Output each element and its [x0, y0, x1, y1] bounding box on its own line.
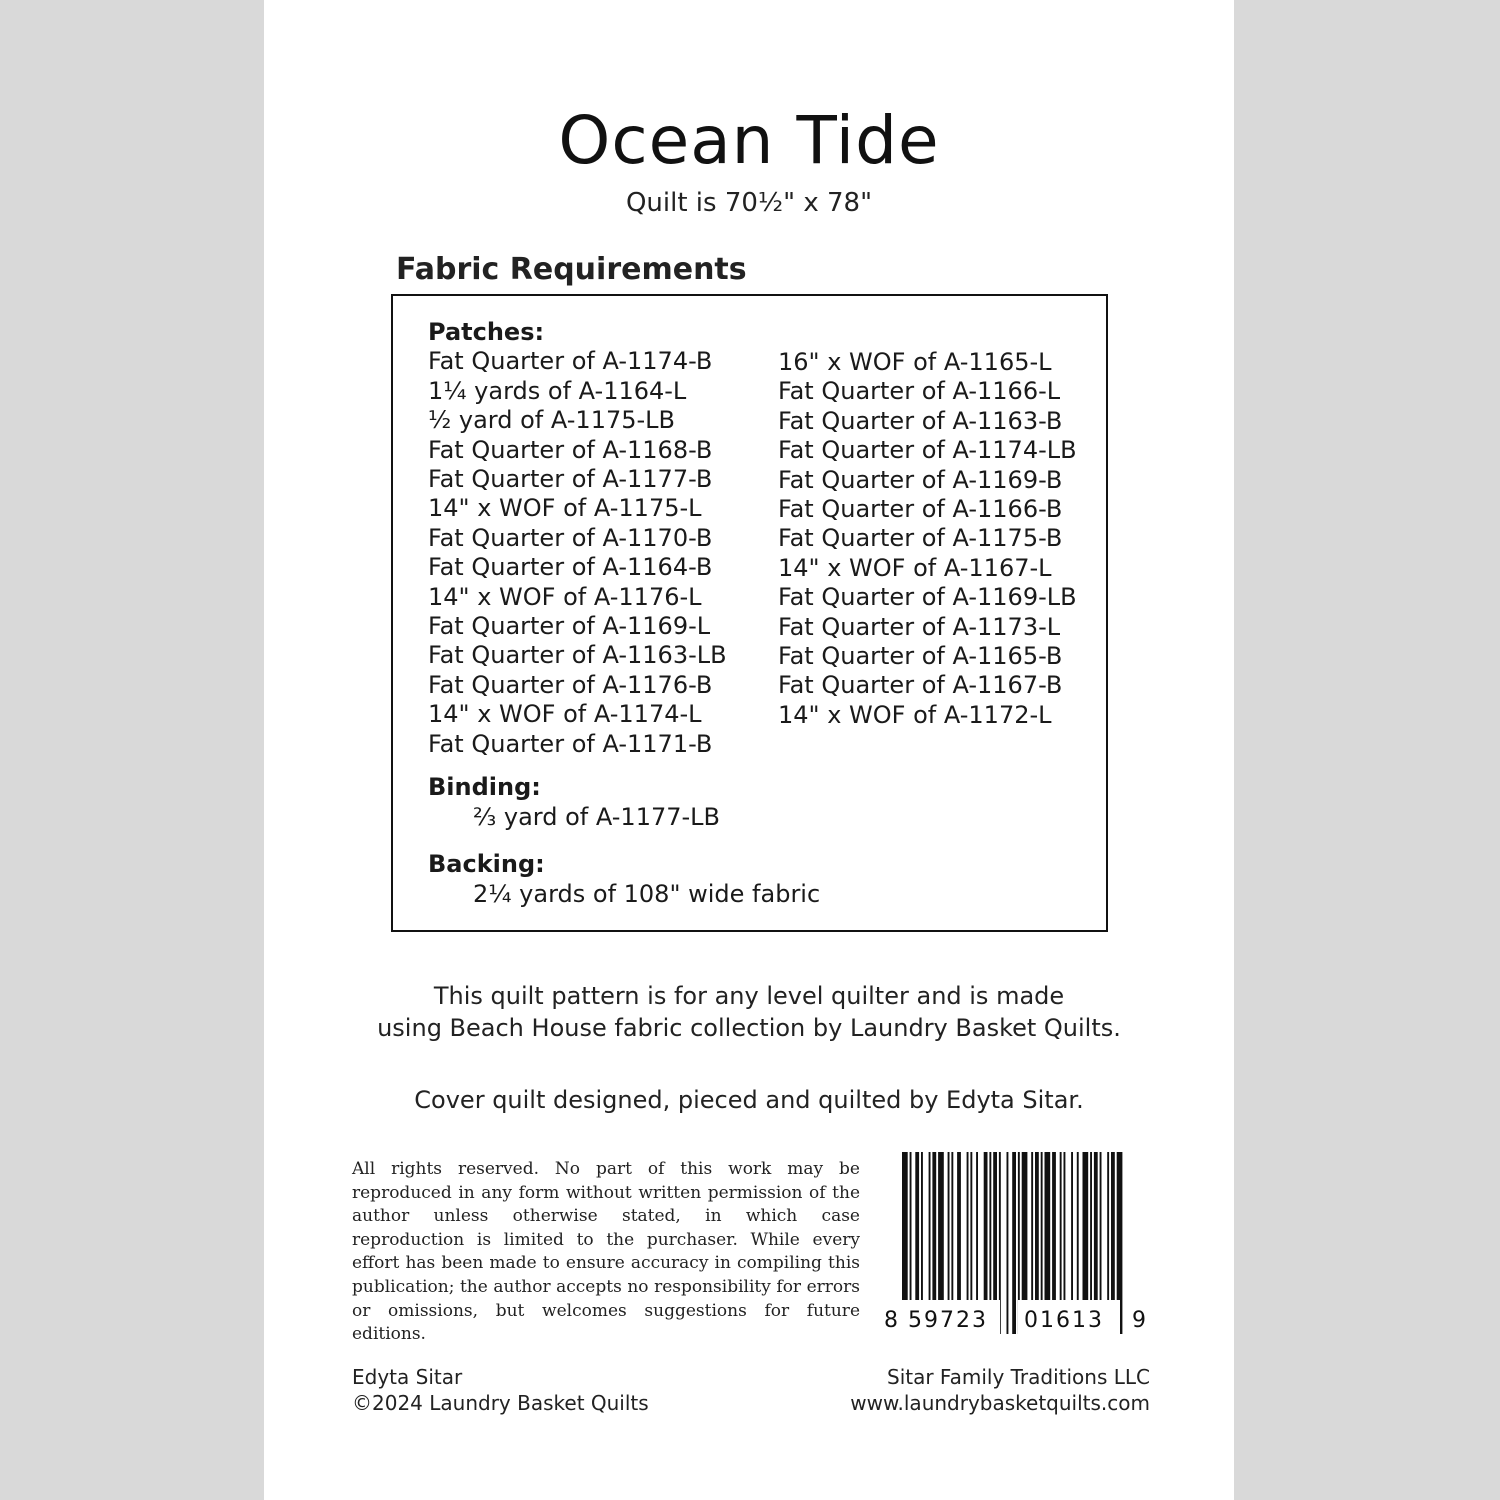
website-url: www.laundrybasketquilts.com — [850, 1391, 1150, 1415]
patches-right-list — [778, 348, 1077, 730]
fabric-item: Fat Quarter of A-1165-B — [778, 642, 1063, 671]
fabric-item: ½ yard of A-1175-LB — [428, 406, 675, 435]
footer-left — [352, 1364, 649, 1416]
backing-label: Backing: — [428, 850, 545, 878]
barcode — [878, 1150, 1158, 1340]
copyright-notice: All rights reserved. No part of this work may be reproduced in any form without written permission of the author unless otherwise stated, in which case reproduction is limited to the purchaser. While every effort has been made to ensure accuracy in compiling this publication; the author accepts no responsibility for errors or omissions, but welcomes suggestions for future editions. — [352, 1159, 860, 1345]
fabric-item: 14" x WOF of A-1167-L — [778, 553, 1052, 582]
fabric-item: Fat Quarter of A-1170-B — [428, 523, 713, 552]
fabric-item: Fat Quarter of A-1166-B — [778, 495, 1063, 524]
fabric-item: Fat Quarter of A-1169-B — [778, 465, 1063, 494]
fabric-item: Fat Quarter of A-1176-B — [428, 670, 713, 699]
page-title: Ocean Tide — [558, 102, 940, 179]
barcode-left-digits: 59723 — [908, 1308, 988, 1333]
fabric-item: Fat Quarter of A-1177-B — [428, 465, 713, 494]
barcode-right-digits: 01613 — [1024, 1308, 1104, 1333]
pattern-description — [264, 980, 1234, 1044]
patches-left-list — [428, 347, 727, 759]
fabric-item: 16" x WOF of A-1165-L — [778, 348, 1052, 376]
fabric-item: Fat Quarter of A-1169-L — [428, 612, 711, 641]
fabric-requirements-heading: Fabric Requirements — [396, 252, 747, 287]
fabric-item: 14" x WOF of A-1175-L — [428, 494, 702, 523]
patches-label: Patches: — [428, 318, 545, 346]
cover-credit: Cover quilt designed, pieced and quilted by Edyta Sitar. — [414, 1086, 1084, 1114]
fabric-item: Fat Quarter of A-1166-L — [778, 377, 1061, 406]
binding-section — [428, 772, 720, 832]
patches-left-column — [428, 318, 727, 759]
author-name: Edyta Sitar — [352, 1365, 463, 1389]
fabric-item: Fat Quarter of A-1173-L — [778, 612, 1061, 641]
binding-item: ⅔ yard of A-1177-LB — [473, 803, 720, 831]
backing-section — [428, 849, 820, 909]
fabric-item: Fat Quarter of A-1163-LB — [428, 641, 727, 670]
pattern-back-cover — [264, 0, 1234, 1500]
backing-item: 2¼ yards of 108" wide fabric — [473, 880, 821, 908]
fabric-item: Fat Quarter of A-1168-B — [428, 435, 713, 464]
fabric-item: 1¼ yards of A-1164-L — [428, 376, 687, 405]
fabric-item: Fat Quarter of A-1169-LB — [778, 583, 1077, 612]
fabric-item: Fat Quarter of A-1175-B — [778, 524, 1063, 553]
fabric-item: Fat Quarter of A-1174-LB — [778, 436, 1077, 465]
description-line-1: This quilt pattern is for any level quilter and is made — [433, 982, 1065, 1010]
fabric-item: Fat Quarter of A-1164-B — [428, 553, 713, 582]
barcode-lead-digit: 8 — [884, 1308, 898, 1333]
description-line-2: using Beach House fabric collection by Laundry Basket Quilts. — [377, 1014, 1121, 1042]
fabric-item: 14" x WOF of A-1176-L — [428, 582, 702, 611]
fabric-item: Fat Quarter of A-1174-B — [428, 347, 713, 376]
footer-right — [850, 1364, 1150, 1416]
fabric-item: Fat Quarter of A-1167-B — [778, 671, 1063, 700]
barcode-bar — [1007, 1152, 1009, 1334]
barcode-bar — [1012, 1152, 1016, 1334]
quilt-size: Quilt is 70½" x 78" — [625, 188, 873, 218]
barcode-check-digit: 9 — [1132, 1308, 1146, 1333]
company-name: Sitar Family Traditions LLC — [887, 1365, 1150, 1389]
fabric-item: 14" x WOF of A-1172-L — [778, 700, 1052, 729]
fabric-item: 14" x WOF of A-1174-L — [428, 700, 702, 729]
fabric-requirements-box — [391, 294, 1108, 932]
binding-label: Binding: — [428, 773, 541, 801]
fabric-item: Fat Quarter of A-1171-B — [428, 729, 713, 758]
fabric-item: Fat Quarter of A-1163-B — [778, 406, 1063, 435]
copyright-line: ©2024 Laundry Basket Quilts — [352, 1391, 649, 1415]
